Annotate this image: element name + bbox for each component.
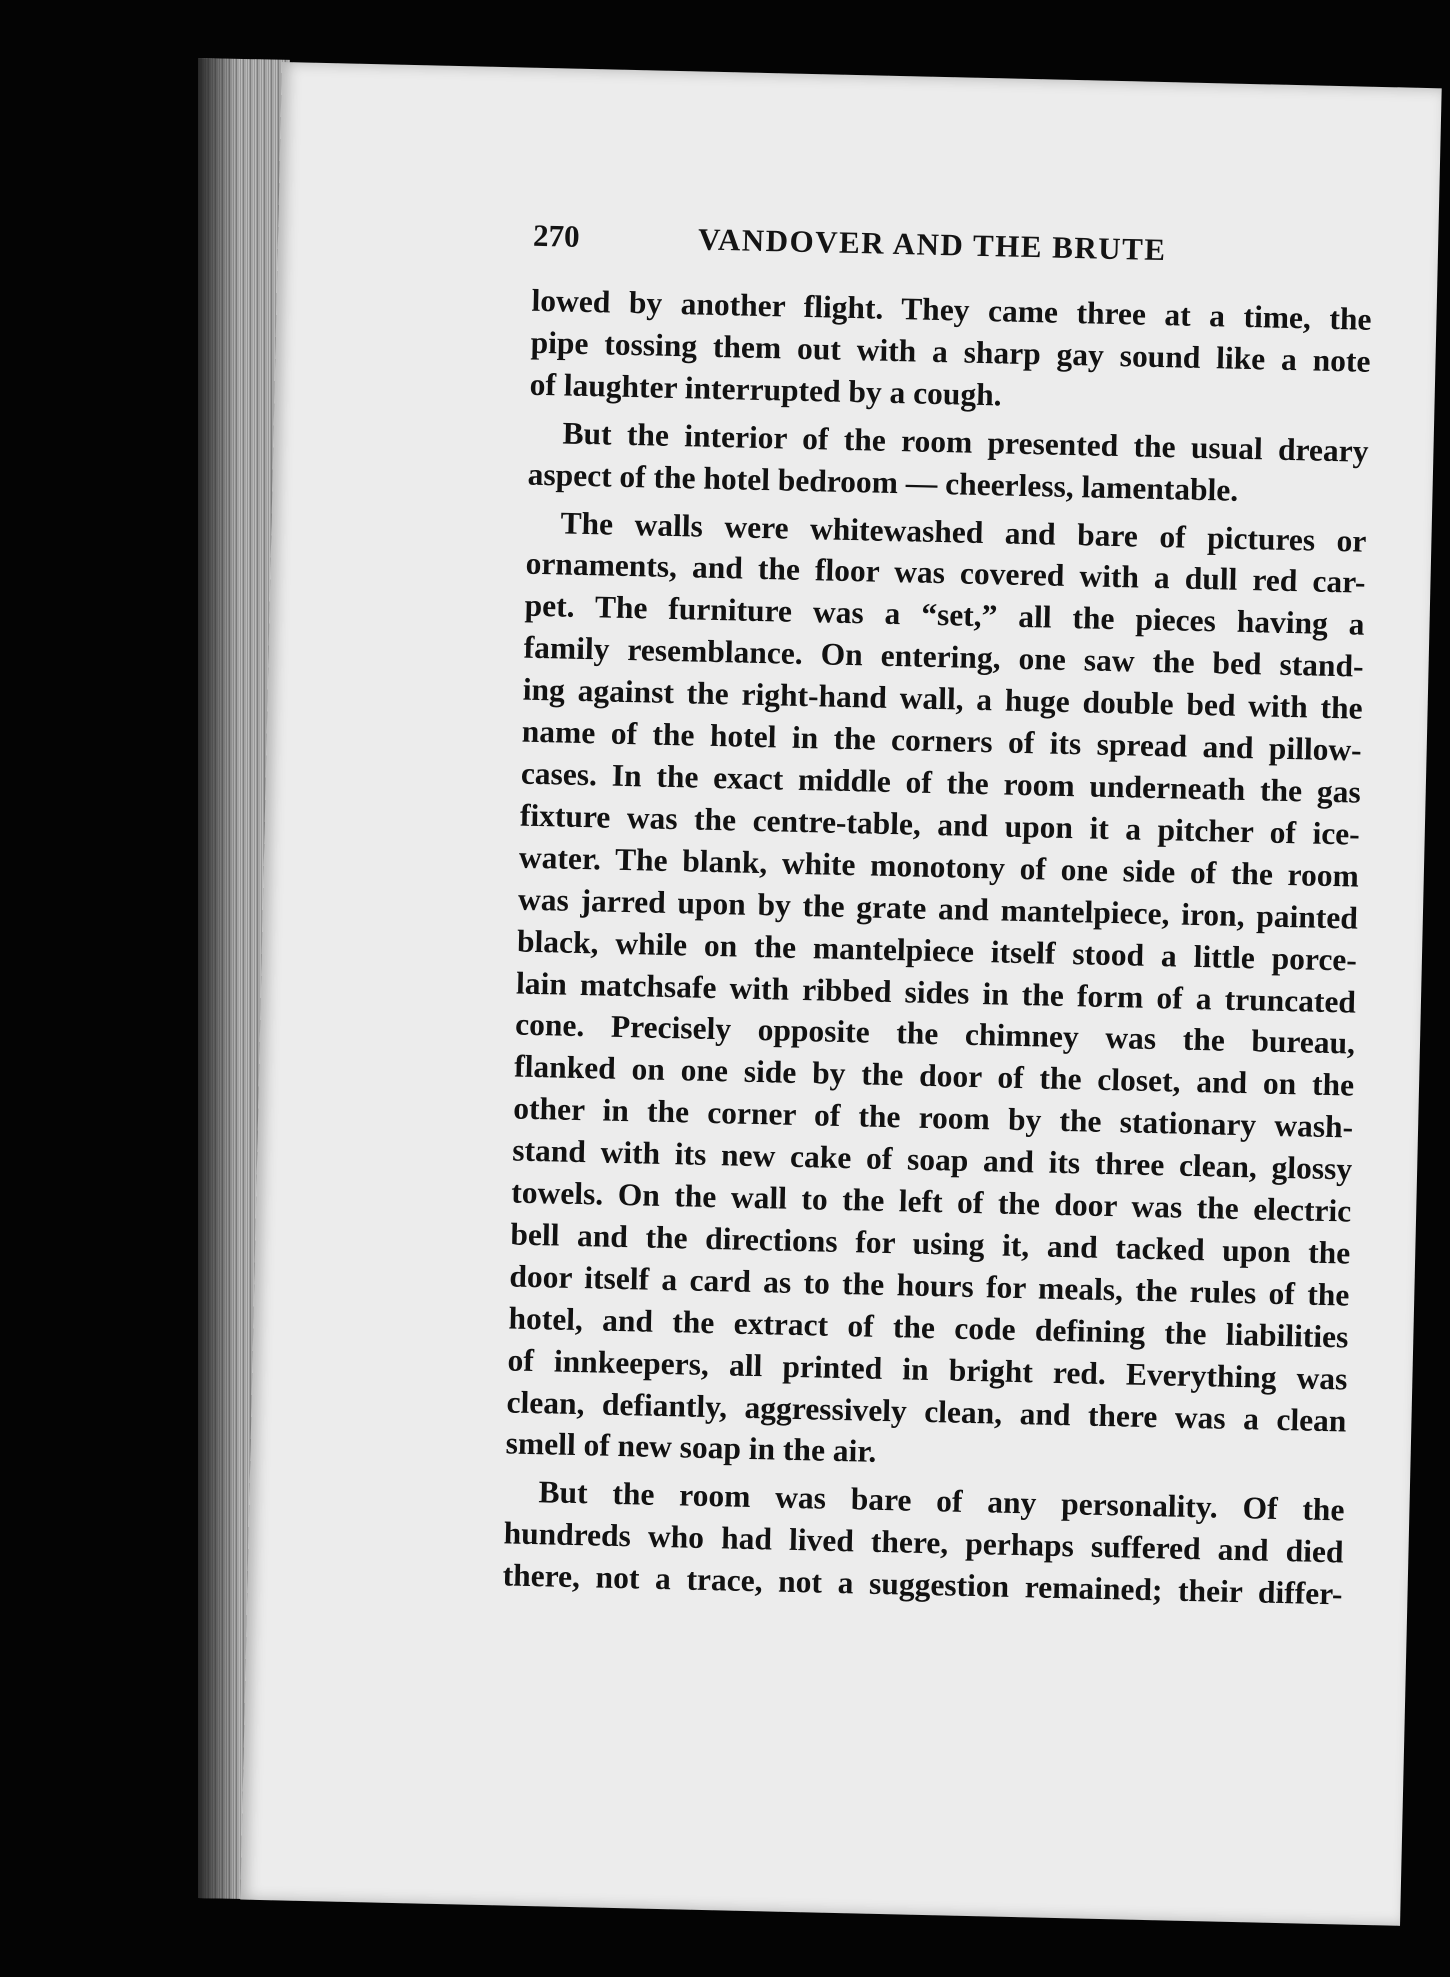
text-line: cases. In the exact middle of the room underneath the gas xyxy=(520,755,1362,810)
paragraph xyxy=(505,501,1367,1484)
text-line: The walls were whitewashed and bare of pictures or xyxy=(560,504,1367,559)
text-line: pet. The furniture was a “set,” all the pieces having a xyxy=(524,587,1365,643)
paragraph xyxy=(502,1471,1345,1616)
text-line: lain matchsafe with ribbed sides in the form of a truncated xyxy=(515,965,1357,1020)
text-line: fixture was the centre-table, and upon it a pitcher of ice- xyxy=(519,797,1361,852)
running-head: VANDOVER AND THE BRUTE xyxy=(697,221,1167,268)
text-line: water. The blank, white monotony of one side of the room xyxy=(518,839,1360,894)
text-line: flanked on one side by the door of the closet, and on the xyxy=(513,1048,1355,1103)
text-line: there, not a trace, not a suggestion remained; their differ- xyxy=(502,1557,1343,1612)
body-text xyxy=(502,280,1372,1616)
text-line: stand with its new cake of soap and its three clean, glossy xyxy=(511,1132,1353,1187)
page-number: 270 xyxy=(532,217,581,254)
text-line: name of the hotel in the corners of its spread and pillow- xyxy=(521,713,1363,768)
text-line: cone. Precisely opposite the chimney was the bureau, xyxy=(514,1006,1356,1061)
text-line: was jarred upon by the grate and mantelpiece, iron, painted xyxy=(517,881,1359,936)
paragraph xyxy=(529,280,1372,425)
text-line: aspect of the hotel bedroom — cheerless, lamentable. xyxy=(527,456,1239,508)
text-line: door itself a card as to the hours for meals, the rules of the xyxy=(509,1258,1350,1313)
text-line: other in the corner of the room by the stationary wash- xyxy=(512,1090,1354,1145)
text-line: lowed by another flight. They came three at a time, the xyxy=(531,282,1372,337)
text-line: ing against the right-hand wall, a huge double bed with the xyxy=(522,671,1364,726)
text-line: But the room was bare of any personality. Of the xyxy=(538,1474,1345,1528)
book-page xyxy=(240,62,1441,1926)
page-header xyxy=(532,217,1450,268)
text-line: But the interior of the room presented the usual dreary xyxy=(562,415,1369,469)
text-line: hotel, and the extract of the code defining the liabilities xyxy=(508,1300,1349,1355)
text-line: family resemblance. On entering, one saw the bed stand- xyxy=(523,629,1364,684)
text-line: of innkeepers, all printed in bright red. Everything was xyxy=(507,1342,1348,1397)
text-line: clean, defiantly, aggressively clean, and there was a clean xyxy=(506,1384,1347,1439)
text-line: hundreds who had lived there, perhaps suffered and died xyxy=(503,1515,1344,1570)
text-line: towels. On the wall to the left of the door was the electric xyxy=(511,1174,1352,1229)
text-line: pipe tossing them out with a sharp gay sound like a note xyxy=(530,324,1371,379)
text-line: of laughter interrupted by a cough. xyxy=(529,366,1002,413)
text-line: smell of new soap in the air. xyxy=(505,1425,877,1470)
text-line: black, while on the mantelpiece itself stood a little porce- xyxy=(516,923,1358,978)
text-line: bell and the directions for using it, and tacked upon the xyxy=(510,1216,1351,1271)
text-line: ornaments, and the floor was covered with a dull red car- xyxy=(525,546,1366,601)
